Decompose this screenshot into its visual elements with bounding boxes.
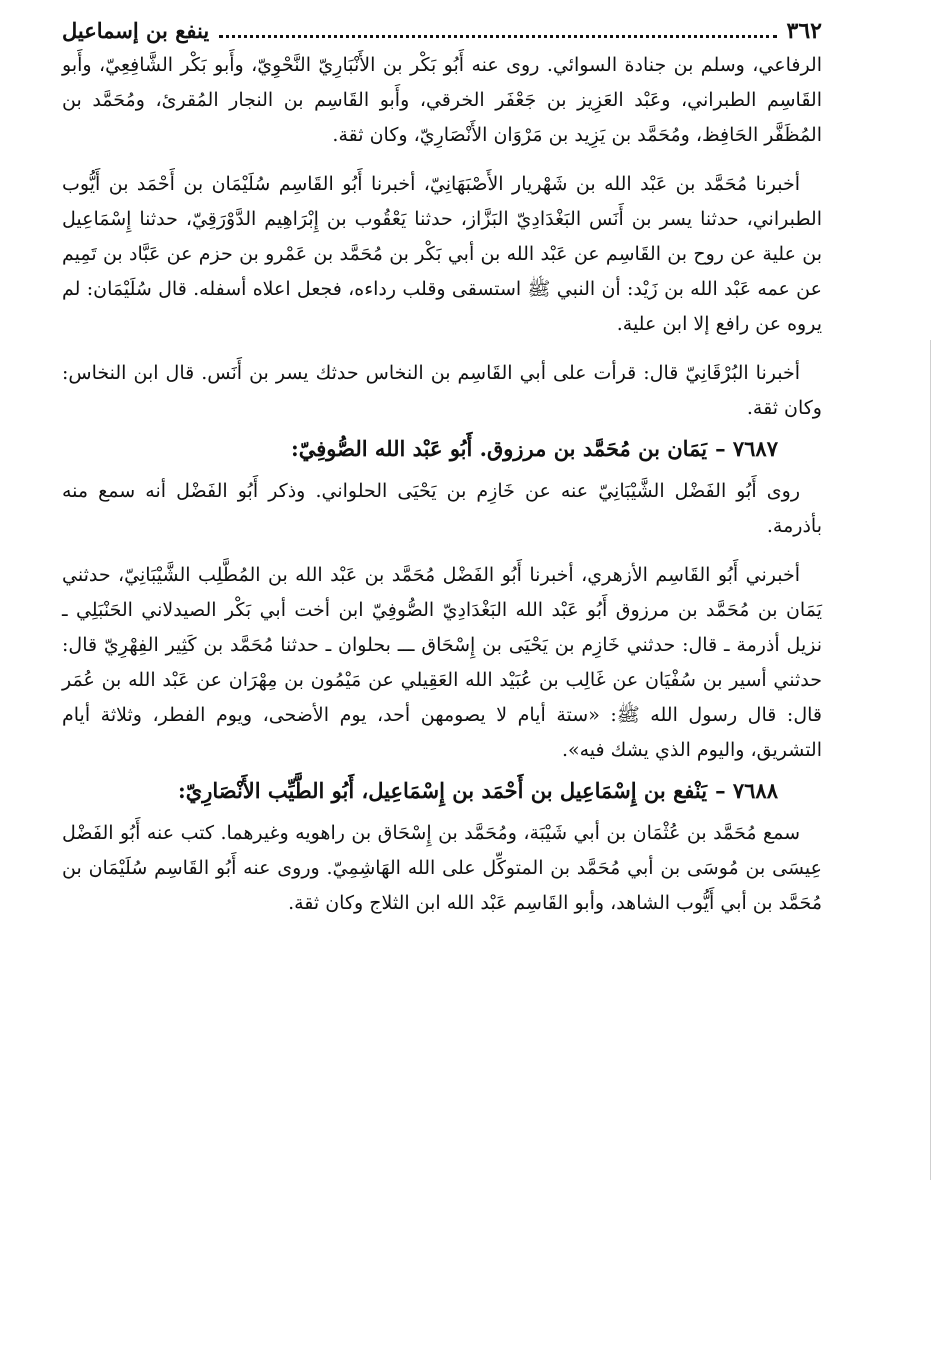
paragraph-gap	[62, 153, 822, 167]
page-number: ٣٦٢	[786, 18, 822, 44]
paragraph-gap	[62, 544, 822, 558]
entry-number: ٧٦٨٨ –	[715, 778, 778, 803]
paragraph: سمع مُحَمَّد بن عُثْمَان بن أبي شَيْبَة، ومُحَمَّد بن إِسْحَاق بن راهويه وغيرهما. كتب عنه أَبُو الفَضْل عِيسَى بن مُوسَى بن أبي مُحَمَّد بن المتوكِّل على الله الهَاشِمِيّ. وروى عنه أَبُو القَاسِم سُلَيْمَان بن مُحَمَّد بن أبي أَيُّوب الشاهد، وأبو القَاسِم عَبْد الله ابن الثلاج وكان ثقة.	[62, 822, 822, 914]
paragraph: الرفاعي، وسلم بن جنادة السوائي. روى عنه أَبُو بَكْر بن الأَنْبَارِيّ النَّحْوِيّ، وأَبو بَكْر الشَّافِعِيّ، وأَبو القَاسِم الطبراني، وعَبْد العَزِيز بن جَعْفَر الخرقي، وأَبو القَاسِم بن النجار المُقرئ، ومُحَمَّد بن المُظَفَّر الحَافِظ، ومُحَمَّد بن يَزِيد بن مَرْوَان الأَنْصَارِيّ، وكان ثقة.	[62, 54, 822, 146]
margin-scan-line	[930, 340, 931, 1180]
entry-heading-7687	[62, 432, 822, 466]
entry-heading-7688	[62, 774, 822, 808]
paragraph: أخبرنا البُرْقَانِيّ قال: قرأت على أبي القَاسِم بن النخاس حدثك يسر بن أَنَس. قال ابن النخاس: وكان ثقة.	[62, 362, 822, 419]
paragraph: أخبرنا مُحَمَّد بن عَبْد الله بن شَهْريار الأَصْبَهَانِيّ، أخبرنا أَبُو القَاسِم سُلَيْمَان بن أَحْمَد بن أَيُّوب الطبراني، حدثنا يسر بن أَنَس البَغْدَادِيّ البَزَّاز، حدثنا يَعْقُوب بن إِبْرَاهِيم الدَّوْرَقِيّ، حدثنا إِسْمَاعِيل بن علية عن روح بن القَاسِم عن عَبْد الله بن أبي بَكْر بن مُحَمَّد بن عَمْرو بن حزم عن عَبَّاد بن تَمِيم عن عمه عَبْد الله بن زَيْد: أن النبي ﷺ استسقى وقلب رداءه، فجعل اعلاه أسفله. قال سُلَيْمَان: لم يروه عن رافع إلا ابن علية.	[62, 173, 822, 335]
running-header	[62, 18, 822, 48]
header-dotted-leader	[219, 19, 776, 38]
entry-number: ٧٦٨٧ –	[715, 436, 778, 461]
paragraph: أخبرني أَبُو القَاسِم الأزهري، أخبرنا أَبُو الفَضْل مُحَمَّد بن عَبْد الله بن المُطَّلِب الشَّيْبَانِيّ، حدثني يَمَان بن مُحَمَّد بن مرزوق أَبُو عَبْد الله البَغْدَادِيّ الصُّوفِيّ ابن أخت أبي بَكْر الصيدلاني الحَنْبَلِي ـ نزيل أذرمة ـ قال: حدثني خَازِم بن يَحْيَى بن إِسْحَاق ـــ بحلوان ـ حدثنا مُحَمَّد بن كَثِير الفِهْرِيّ قال: حدثني أسير بن سُفْيَان عن غَالِب بن عُبَيْد الله العَقِيلي عن مَيْمُون بن مِهْرَان عن عَبْد الله بن عُمَر قال: قال رسول الله ﷺ: «ستة أيام لا يصومهن أحد، يوم الأضحى، ويوم الفطر، وثلاثة أيام التشريق، واليوم الذي يشك فيه».	[62, 564, 823, 761]
paragraph-gap	[62, 342, 822, 356]
paragraph: روى أَبُو الفَضْل الشَّيْبَانِيّ عنه عن خَازِم بن يَحْيَى الحلواني. وذكر أَبُو الفَضْل أنه سمع منه بأذرمة.	[62, 480, 822, 537]
running-title: ينفع بن إسماعيل	[62, 18, 210, 43]
book-page	[62, 18, 822, 921]
entry-title: يَمَان بن مُحَمَّد بن مرزوق. أَبُو عَبْد الله الصُّوفِيّ:	[290, 436, 708, 461]
entry-title: يَنْفع بن إِسْمَاعِيل بن أَحْمَد بن إِسْمَاعِيل، أَبُو الطَّيِّب الأَنْصَارِيّ:	[178, 778, 708, 803]
